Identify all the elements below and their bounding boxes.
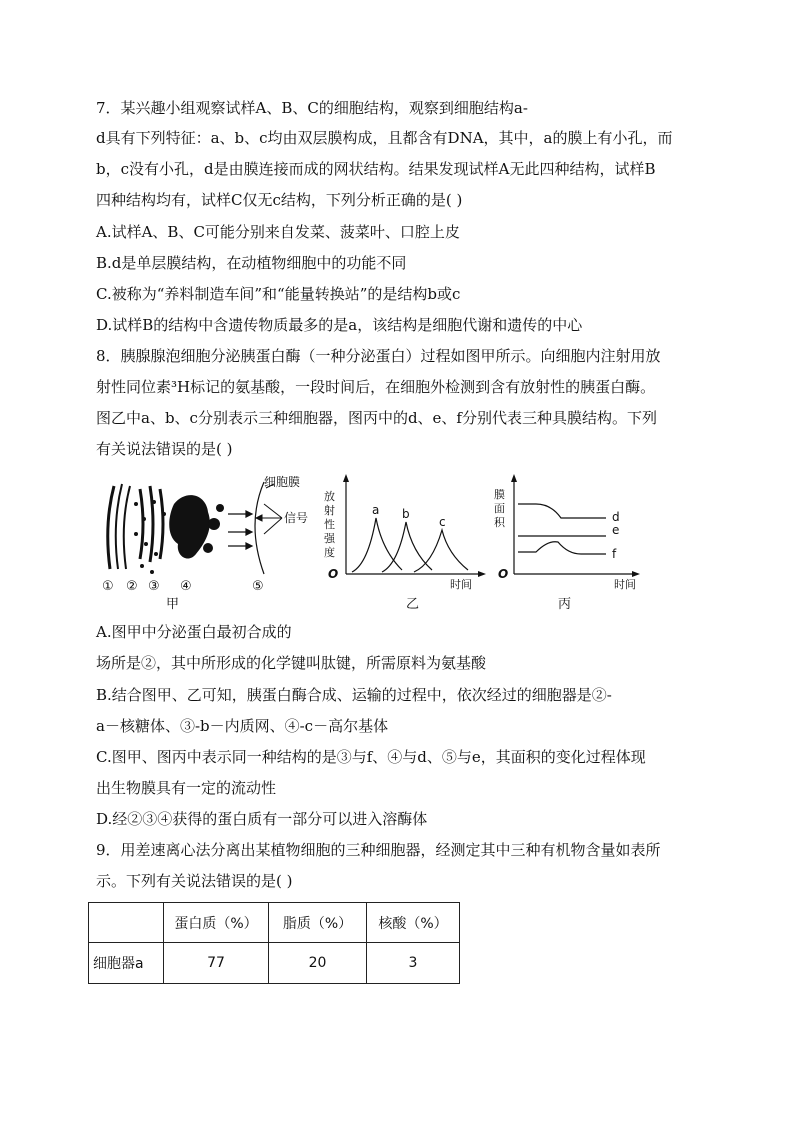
q7-option-c: C.被称为“养料制造车间”和“能量转换站”的是结构b或c bbox=[96, 285, 461, 303]
table-header-row bbox=[89, 903, 460, 943]
figure-yi bbox=[324, 474, 486, 612]
yi-xlabel: 时间 bbox=[450, 578, 472, 591]
q8-stem-line-1: 8．胰腺腺泡细胞分泌胰蛋白酶（一种分泌蛋白）过程如图甲所示。向细胞内注射用放 bbox=[96, 347, 661, 365]
yi-origin: O bbox=[328, 567, 339, 581]
marker-2: ② bbox=[126, 579, 138, 594]
table-cell: 3 bbox=[367, 943, 460, 984]
bing-label-e: e bbox=[612, 523, 620, 537]
q8-option-b-line-1: B.结合图甲、乙可知，胰蛋白酶合成、运输的过程中，依次经过的细胞器是②- bbox=[96, 686, 612, 704]
yi-ylabel-char: 强 bbox=[324, 532, 335, 545]
q7-option-d: D.试样B的结构中含遗传物质最多的是a，该结构是细胞代谢和遗传的中心 bbox=[96, 316, 583, 334]
q7-stem-line-1: 7．某兴趣小组观察试样A、B、C的细胞结构，观察到细胞结构a- bbox=[96, 99, 528, 117]
table-header-cell: 核酸（%） bbox=[367, 903, 460, 943]
er-arc-1 bbox=[108, 486, 114, 569]
yi-curve-a bbox=[352, 518, 402, 572]
bing-x-arrow bbox=[632, 571, 640, 577]
caption-jia: 甲 bbox=[166, 597, 180, 612]
q7-option-b: B.d是单层膜结构，在动植物细胞中的功能不同 bbox=[96, 254, 407, 272]
figure-bing bbox=[494, 474, 640, 612]
bing-ylabel-char: 面 bbox=[494, 502, 505, 515]
figure-jia bbox=[102, 475, 308, 612]
yi-curve-c bbox=[414, 530, 468, 572]
bing-label-f: f bbox=[612, 547, 617, 561]
yi-y-arrow bbox=[343, 474, 349, 482]
table-header-cell bbox=[89, 903, 164, 943]
bing-origin: O bbox=[498, 567, 509, 581]
marker-4: ④ bbox=[180, 579, 192, 594]
bing-xlabel: 时间 bbox=[614, 578, 636, 591]
marker-3: ③ bbox=[148, 579, 160, 594]
q8-stem-line-2: 射性同位素³H标记的氨基酸，一段时间后，在细胞外检测到含有放射性的胰蛋白酶。 bbox=[96, 378, 656, 396]
yi-ylabel-char: 性 bbox=[324, 518, 335, 531]
marker-5: ⑤ bbox=[252, 579, 264, 594]
vesicle bbox=[216, 504, 224, 512]
bing-y-arrow bbox=[511, 474, 517, 482]
q9-table bbox=[88, 902, 460, 984]
q8-stem-line-4: 有关说法错误的是( ) bbox=[96, 440, 233, 458]
q7-stem-line-3: b，c没有小孔，d是由膜连接而成的网状结构。结果发现试样A无此四种结构，试样B bbox=[96, 160, 656, 178]
q7-stem-line-2: d具有下列特征：a、b、c均由双层膜构成，且都含有DNA，其中，a的膜上有小孔，而 bbox=[96, 129, 673, 147]
q9-stem-line-1: 9．用差速离心法分离出某植物细胞的三种细胞器，经测定其中三种有机物含量如表所 bbox=[96, 841, 661, 859]
yi-x-arrow bbox=[478, 571, 486, 577]
er-arc-2 bbox=[116, 484, 122, 569]
transport-arrows bbox=[228, 511, 252, 549]
table-header-cell: 蛋白质（%） bbox=[164, 903, 269, 943]
table-row bbox=[89, 943, 460, 984]
marker-1: ① bbox=[102, 579, 114, 594]
q8-option-c-line-1: C.图甲、图丙中表示同一种结构的是③与f、④与d、⑤与e，其面积的变化过程体现 bbox=[96, 748, 646, 766]
q8-option-d: D.经②③④获得的蛋白质有一部分可以进入溶酶体 bbox=[96, 810, 428, 828]
caption-bing: 丙 bbox=[558, 597, 572, 612]
q7-stem-line-4: 四种结构均有，试样C仅无c结构，下列分析正确的是( ) bbox=[96, 191, 463, 209]
bing-curve-f bbox=[518, 542, 606, 554]
bing-curve-d bbox=[518, 504, 606, 518]
q8-option-a-line-1: A.图甲中分泌蛋白最初合成的 bbox=[96, 623, 292, 641]
q8-stem-line-3: 图乙中a、b、c分别表示三种细胞器，图丙中的d、e、f分别代表三种具膜结构。下列 bbox=[96, 409, 657, 427]
table-cell: 20 bbox=[269, 943, 367, 984]
yi-ylabel-char: 放 bbox=[324, 490, 335, 503]
table-header-cell: 脂质（%） bbox=[269, 903, 367, 943]
cell-membrane-label: 细胞膜 bbox=[264, 475, 301, 489]
q7-option-a: A.试样A、B、C可能分别来自发菜、菠菜叶、口腔上皮 bbox=[96, 223, 460, 241]
yi-label-c: c bbox=[439, 515, 446, 529]
q8-figure bbox=[96, 474, 656, 614]
q9-stem-line-2: 示。下列有关说法错误的是( ) bbox=[96, 872, 293, 890]
cell-membrane bbox=[255, 482, 264, 574]
er-arc-3 bbox=[124, 486, 130, 569]
yi-label-b: b bbox=[402, 507, 410, 521]
signal-arrows bbox=[256, 504, 282, 534]
vesicle bbox=[203, 543, 213, 553]
table-cell: 77 bbox=[164, 943, 269, 984]
q8-option-a-line-2: 场所是②，其中所形成的化学键叫肽键，所需原料为氨基酸 bbox=[96, 654, 487, 672]
signal-label: 信号 bbox=[284, 511, 309, 525]
caption-yi: 乙 bbox=[406, 597, 420, 612]
q8-option-c-line-2: 出生物膜具有一定的流动性 bbox=[96, 779, 277, 797]
q8-option-b-line-2: a－核糖体、③-b－内质网、④-c－高尔基体 bbox=[96, 717, 389, 735]
bing-ylabel-char: 积 bbox=[494, 516, 505, 529]
bing-label-d: d bbox=[612, 510, 620, 524]
yi-label-a: a bbox=[372, 503, 380, 517]
yi-ylabel-char: 射 bbox=[324, 504, 335, 517]
rough-er bbox=[140, 486, 163, 562]
yi-ylabel-char: 度 bbox=[324, 546, 335, 559]
bing-ylabel-char: 膜 bbox=[494, 488, 505, 501]
table-cell: 细胞器a bbox=[89, 943, 164, 984]
vesicle bbox=[208, 518, 220, 530]
